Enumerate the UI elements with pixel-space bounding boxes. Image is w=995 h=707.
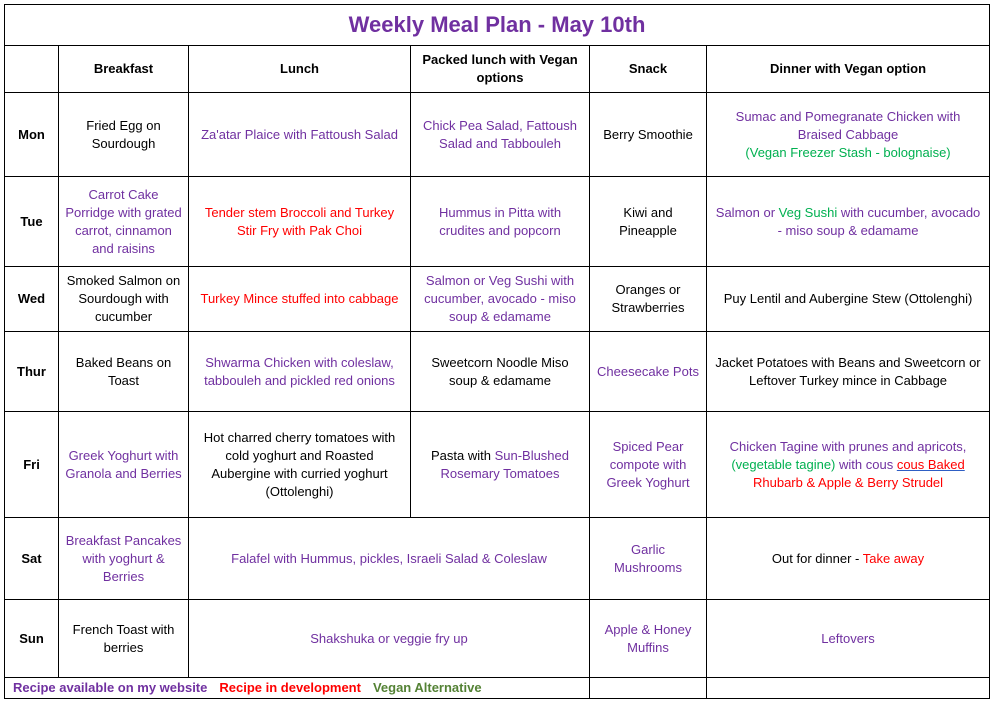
thu-snack: Cheesecake Pots [590,332,707,412]
fri-packed-b: Sun-Blushed Rosemary Tomatoes [440,447,570,481]
header-lunch: Lunch [189,46,411,93]
fri-packed-a: Pasta with [430,447,495,463]
tue-dinner [707,177,990,267]
header-snack: Snack [590,46,707,93]
tue-breakfast: Carrot Cake Porridge with grated carrot, cinnamon and raisins [59,177,189,267]
fri-breakfast: Greek Yoghurt with Granola and Berries [59,412,189,518]
tue-snack: Kiwi and Pineapple [590,177,707,267]
header-empty [5,46,59,93]
thu-packed: Sweetcorn Noodle Miso soup & edamame [411,332,590,412]
legend [5,678,590,699]
header-row [5,46,990,93]
sat-lunch-packed: Falafel with Hummus, pickles, Israeli Salad & Coleslaw [189,518,590,600]
wed-dinner: Puy Lentil and Aubergine Stew (Ottolenghi) [707,267,990,332]
fri-dinner-b: (vegetable tagine) [731,456,836,472]
legend-empty-snack [590,678,707,699]
row-fri [5,412,990,518]
mon-snack: Berry Smoothie [590,93,707,177]
fri-dinner-a: Chicken Tagine with prunes and apricots, [729,438,967,454]
day-fri: Fri [5,412,59,518]
day-wed: Wed [5,267,59,332]
mon-breakfast: Fried Egg on Sourdough [59,93,189,177]
page-title: Weekly Meal Plan - May 10th [5,5,990,46]
day-thu: Thur [5,332,59,412]
row-sun [5,600,990,678]
header-packed-lunch: Packed lunch with Vegan options [411,46,590,93]
sun-snack: Apple & Honey Muffins [590,600,707,678]
tue-dinner-b: Veg Sushi [778,204,838,220]
thu-dinner: Jacket Potatoes with Beans and Sweetcorn or Leftover Turkey mince in Cabbage [707,332,990,412]
wed-breakfast: Smoked Salmon on Sourdough with cucumber [59,267,189,332]
day-sun: Sun [5,600,59,678]
legend-empty-dinner [707,678,990,699]
tue-lunch: Tender stem Broccoli and Turkey Stir Fry with Pak Choi [189,177,411,267]
row-wed [5,267,990,332]
fri-dinner-c: with cous [835,456,897,472]
fri-dinner [707,412,990,518]
fri-lunch: Hot charred cherry tomatoes with cold yoghurt and Roasted Aubergine with curried yoghurt (Ottolenghi) [189,412,411,518]
fri-snack: Spiced Pear compote with Greek Yoghurt [590,412,707,518]
legend-development: Recipe in development [219,680,361,695]
sun-breakfast: French Toast with berries [59,600,189,678]
sat-dinner [707,518,990,600]
wed-packed: Salmon or Veg Sushi with cucumber, avocado - miso soup & edamame [411,267,590,332]
sun-lunch-packed: Shakshuka or veggie fry up [189,600,590,678]
fri-packed [411,412,590,518]
row-tue [5,177,990,267]
sat-snack: Garlic Mushrooms [590,518,707,600]
mon-dinner-main: Sumac and Pomegranate Chicken with Braised Cabbage [735,108,961,142]
sat-dinner-a: Out for dinner - [771,550,863,566]
wed-snack: Oranges or Strawberries [590,267,707,332]
row-thu [5,332,990,412]
sat-breakfast: Breakfast Pancakes with yoghurt & Berries [59,518,189,600]
tue-dinner-c: with cucumber, avocado - miso soup & edamame [777,204,981,238]
row-sat [5,518,990,600]
wed-lunch: Turkey Mince stuffed into cabbage [189,267,411,332]
legend-row [5,678,990,699]
day-tue: Tue [5,177,59,267]
meal-plan-table [4,4,990,699]
sun-dinner: Leftovers [707,600,990,678]
mon-lunch: Za'atar Plaice with Fattoush Salad [189,93,411,177]
legend-vegan: Vegan Alternative [372,680,482,695]
row-mon [5,93,990,177]
legend-recipe: Recipe available on my website [13,680,208,695]
thu-breakfast: Baked Beans on Toast [59,332,189,412]
day-mon: Mon [5,93,59,177]
header-breakfast: Breakfast [59,46,189,93]
mon-packed: Chick Pea Salad, Fattoush Salad and Tabbouleh [411,93,590,177]
header-dinner: Dinner with Vegan option [707,46,990,93]
tue-packed: Hummus in Pitta with crudites and popcorn [411,177,590,267]
tue-dinner-a: Salmon or [715,204,779,220]
thu-lunch: Shwarma Chicken with coleslaw, tabbouleh and pickled red onions [189,332,411,412]
fri-dinner-d: cous Baked [896,456,965,472]
mon-dinner [707,93,990,177]
day-sat: Sat [5,518,59,600]
fri-dinner-e: Rhubarb & Apple & Berry Strudel [753,474,944,490]
sat-dinner-b: Take away [862,550,925,566]
mon-dinner-vegan: (Vegan Freezer Stash - bolognaise) [745,144,951,160]
